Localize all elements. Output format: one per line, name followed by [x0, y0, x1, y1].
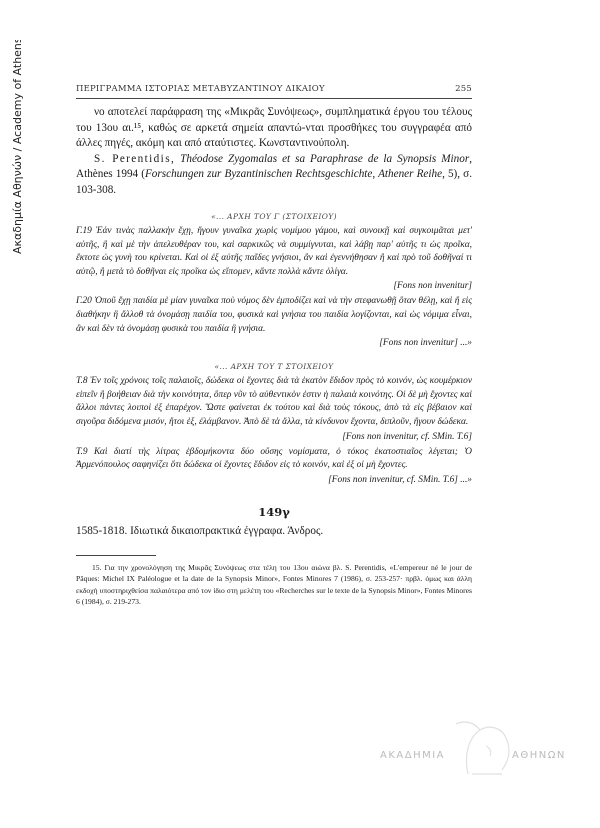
athena-head-icon	[456, 722, 509, 774]
footnote-divider	[76, 555, 156, 556]
entry-source: [Fons non invenitur, cf. SMin. T.6] ...»	[328, 474, 472, 485]
academy-side-stamp	[6, 40, 28, 260]
watermark-left-word: ΑΚΑΔΗΜΙΑ	[380, 750, 446, 761]
biblio-place: , Athènes 1994 (	[76, 152, 472, 180]
running-header	[76, 84, 472, 99]
running-title: ΠΕΡΙΓΡΑΜΜΑ ΙΣΤΟΡΙΑΣ ΜΕΤΑΒΥΖΑΝΤΙΝΟΥ ΔΙΚΑΙΟΥ	[76, 84, 325, 94]
entry-number: Τ.8	[76, 376, 88, 387]
page-number: 255	[455, 84, 472, 94]
bibliography-entry	[76, 152, 472, 199]
academy-watermark	[376, 716, 576, 788]
entry-text: Ἐάν τινὰς παλλακὴν ἔχῃ, ἤγουν γυναῖκα χωρὶς νομίμου γάμου, καὶ συνοικῇ καὶ συγκοιμᾶται μετ' αὐτῆς, ἢ καὶ μὲ τὴν ἀπελευθέραν του, καὶ σαρκικῶς νὰ συμμίγνυται, καὶ λάβῃ παρ' αὐτῆς τι ὡς προῖκα, ἔκτοτε ὡς γυνὴ του κρίνεται. Καὶ οἱ ἐξ αὐτῆς παῖδες γνήσιοι, ἂν καὶ ἐγεννήθησαν ἢ καὶ πρὸ τοῦ δοθῆναί τι αὐτῷ, ἢ μετὰ τὸ δοθῆναι εἰς προῖκα ὡς εἴπομεν, κἄντε πολλὰ κἄντε ὀλίγα.	[76, 226, 472, 277]
document-number: 149γ	[258, 504, 290, 519]
entry-source: [Fons non invenitur, cf. SMin. T.6]	[342, 431, 472, 442]
entry-number: Γ.19	[76, 226, 92, 236]
academy-watermark-graphic	[376, 716, 576, 788]
biblio-end: , 5), σ. 103-308.	[76, 168, 473, 196]
entry-source: [Fons non invenitur]	[393, 281, 472, 292]
book-page	[76, 84, 472, 607]
entry-g19	[76, 225, 472, 279]
intro-paragraph: νο αποτελεί παράφραση της «Μικρᾶς Συνόψεως», συμπληματικά έργου του τέλους του 13ου αι.¹⁵, καθώς σε αρκετά σημεία απαντώ-νται προσθήκες του συγγραφέα από άλλες πηγές, ακόμη και από αταύτιστες. Κωνσταντινούπολη.	[76, 106, 472, 149]
entry-text: Καὶ διατί τὴς λίτρας ἑβδομήκοντα δύο οὔσης νομίσματα, ὁ τόκος ἑκατοστιαῖος λέγεται; Ὁ Ἁρμενόπουλος σαφηνίζει ὅτι δώδεκα οἱ ἔχοντες ἔδιδον εἰς τὸ κοινόν, καὶ ἐξ οἱ μὴ ἔχοντες.	[76, 446, 472, 471]
entry-t9	[76, 446, 472, 473]
entry-number: Γ.20	[76, 296, 92, 307]
entry-g20	[76, 295, 472, 336]
biblio-author: S. Perentidis,	[94, 152, 176, 165]
watermark-right-word: ΑΘΗΝΩΝ	[512, 750, 566, 761]
entry-number: Τ.9	[76, 446, 88, 457]
section-heading-gamma: «... ΑΡΧΗ ΤΟΥ Γ (ΣΤΟΙΧΕΙΟΥ)	[211, 212, 337, 221]
academy-side-stamp-graphic	[6, 40, 28, 260]
academy-side-stamp-text: Ακαδημία Αθηνών / Academy of Athens	[11, 40, 24, 254]
entry-source: [Fons non invenitur] ...»	[379, 338, 472, 349]
section-heading-tau: «... ΑΡΧΗ ΤΟΥ Τ ΣΤΟΙΧΕΙΟΥ	[214, 362, 334, 372]
entry-text: Ἐν τοῖς χρόνοις τοῖς παλαιοῖς, δώδεκα οἱ ἔχοντες διὰ τὰ ἑκατὸν ἔδιδον πρὸς τὸ κοινόν, ὡς κουμέρκιον εἰπεῖν ἢ βοήθειαν διὰ τὴν κοινότητα, ὅπερ νῦν τὸ αὐθεντικὸν ἐστιν ἡ παλαιὰ κοινότης. Οἱ δὲ μὴ ἔχοντες καὶ ἄλλοι πάντες λοιποὶ ἐξ ἐπαρέχον. Ὥστε φαίνεται ἐκ τούτου καὶ διὰ τοὺς τόκους, ἀπὸ τὰ εἰς βέβαιον καὶ σιγοῦρα διδόμενα μισόν, ἤτοι ἐξ, ἐλάμβανον. Ἀπὸ δὲ τὰ ἄλλα, τὰ κίνδυνον ἔχοντα, διπλοῦν, ἤγουν δώδεκα.	[76, 376, 472, 427]
biblio-series: Forschungen zur Byzantinischen Rechtsgeschichte, Athener Reihe	[144, 168, 443, 180]
footnote: 15. Για την χρονολόγηση της Μικρᾶς Συνόψεως στα τέλη του 13ου αιώνα βλ. S. Perentidis, «L'empereur né le jour de Pâques: Michel IX Paléologue et la date de la Synopsis Minor», Fontes Minores 7 (1986), σ. 253-257· πρβλ. όμως και άλλη εκδοχή υποστηριχθείσα παλαιότερα από τον ίδιο στη μελέτη του «Recherches sur le texte de la Synopsis Minor», Fontes Minores 6 (1984), σ. 219-273.	[76, 562, 472, 606]
document-title: 1585-1818. Ιδιωτικά δικαιοπρακτικά έγγραφα. Άνδρος.	[76, 524, 324, 537]
entry-text: Ὁποῦ ἔχῃ παιδία μὲ μίαν γυναῖκα ποὺ νόμος δὲν ἐμποδίζει καὶ νὰ τὴν στεφανωθῇ ὅταν θέλῃ, καὶ ἤ εἰς διαθήκην ἢ ἄλλοθ τὰ ὀνομάσῃ παιδία του, φυσικὰ καὶ γνήσια του παιδία λογίζονται, καὶ ὡς νόμιμα εἶναι, ἂν καὶ δὲν τὰ ὀνομάσῃ φυσικὰ του παιδία ἢ γνήσια.	[76, 296, 472, 334]
biblio-title: Théodose Zygomalas et sa Paraphrase de la Synopsis Minor	[180, 152, 470, 165]
entry-t8	[76, 375, 472, 429]
